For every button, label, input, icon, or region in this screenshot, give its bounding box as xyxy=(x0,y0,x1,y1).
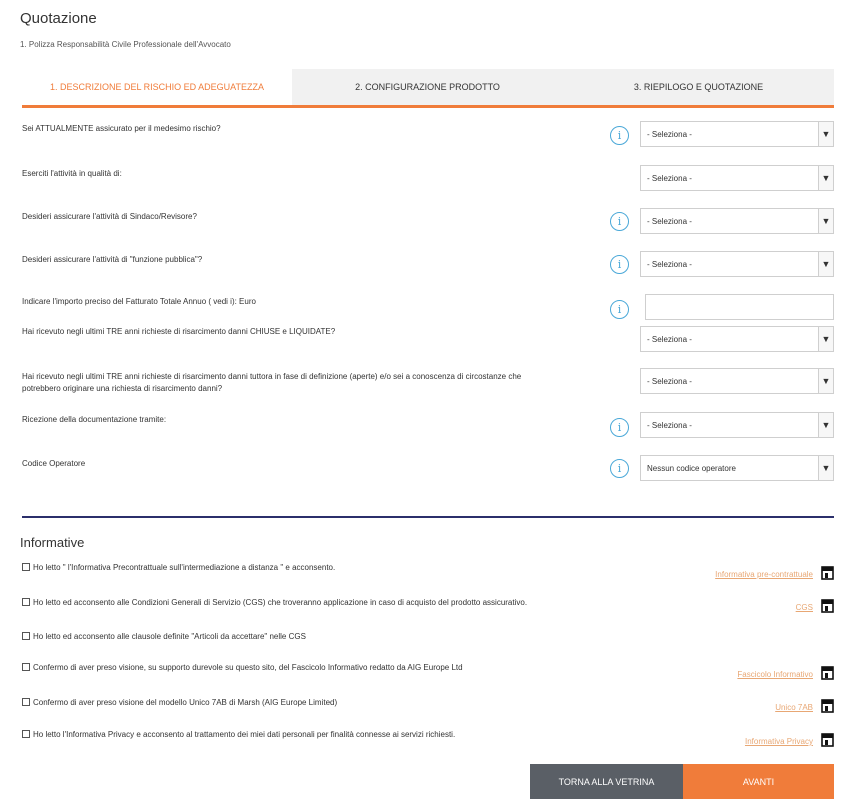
consent-text: Ho letto l'Informativa Privacy e acconsento al trattamento dei miei dati personali per finalità connesse ai servizi richiesti. xyxy=(33,730,456,739)
consent-text: Ho letto ed acconsento alle Condizioni Generali di Servizio (CGS) che troveranno applicazione in caso di acquisto del prodotto assicurativo. xyxy=(33,598,528,607)
select-value: - Seleziona - xyxy=(647,216,692,226)
select-qualita-attivita[interactable] xyxy=(640,165,834,191)
pdf-icon[interactable] xyxy=(821,599,834,613)
select-value: - Seleziona - xyxy=(647,129,692,139)
select-value: - Seleziona - xyxy=(647,376,692,386)
select-richieste-aperte[interactable] xyxy=(640,368,834,394)
back-to-showcase-button[interactable]: TORNA ALLA VETRINA xyxy=(530,764,683,799)
link-informativa-privacy[interactable]: Informativa Privacy xyxy=(744,737,813,746)
consent-row xyxy=(22,661,582,674)
consent-row xyxy=(22,596,542,609)
chevron-down-icon[interactable]: ▼ xyxy=(818,369,833,393)
select-value: - Seleziona - xyxy=(647,259,692,269)
chevron-down-icon[interactable]: ▼ xyxy=(818,252,833,276)
select-sindaco-revisore[interactable] xyxy=(640,208,834,234)
link-unico-7ab[interactable]: Unico 7AB xyxy=(775,703,813,712)
info-icon[interactable]: i xyxy=(610,300,629,319)
question-label: Ricezione della documentazione tramite: xyxy=(22,415,167,424)
question-label: Indicare l'importo preciso del Fatturato Totale Annuo ( vedi i): Euro xyxy=(22,297,256,306)
question-label: Sei ATTUALMENTE assicurato per il medesimo rischio? xyxy=(22,124,221,133)
tab-riepilogo-quotazione[interactable]: 3. RIEPILOGO E QUOTAZIONE xyxy=(633,82,764,92)
consent-row xyxy=(22,630,582,643)
chevron-down-icon[interactable]: ▼ xyxy=(818,413,833,437)
select-value: Nessun codice operatore xyxy=(647,463,736,473)
info-icon[interactable]: i xyxy=(610,459,629,478)
select-value: - Seleziona - xyxy=(647,173,692,183)
checkbox[interactable] xyxy=(22,632,30,640)
link-informativa-precontrattuale[interactable]: Informativa pre-contrattuale xyxy=(715,570,813,579)
consent-row xyxy=(22,696,582,709)
checkbox[interactable] xyxy=(22,730,30,738)
info-icon[interactable]: i xyxy=(610,212,629,231)
consent-row xyxy=(22,561,582,574)
info-icon[interactable]: i xyxy=(610,126,629,145)
pdf-icon[interactable] xyxy=(821,666,834,680)
link-fascicolo-informativo[interactable]: Fascicolo Informativo xyxy=(737,670,813,679)
section-divider xyxy=(22,516,834,518)
link-cgs[interactable]: CGS xyxy=(795,603,813,612)
checkbox[interactable] xyxy=(22,598,30,606)
question-label: Desideri assicurare l'attività di "funzione pubblica"? xyxy=(22,255,203,264)
checkbox[interactable] xyxy=(22,698,30,706)
chevron-down-icon[interactable]: ▼ xyxy=(818,166,833,190)
consent-text: Ho letto " l'Informativa Precontrattuale sull'intermediazione a distanza " e acconsento. xyxy=(33,563,336,572)
fatturato-input[interactable] xyxy=(645,294,834,320)
info-icon[interactable]: i xyxy=(610,418,629,437)
pdf-icon[interactable] xyxy=(821,566,834,580)
question-label: Hai ricevuto negli ultimi TRE anni richieste di risarcimento danni CHIUSE e LIQUIDATE? xyxy=(22,327,336,336)
page-title: Quotazione xyxy=(20,10,97,27)
select-funzione-pubblica[interactable] xyxy=(640,251,834,277)
pdf-icon[interactable] xyxy=(821,699,834,713)
question-label: Codice Operatore xyxy=(22,459,86,468)
question-label: Hai ricevuto negli ultimi TRE anni richieste di risarcimento danni tuttora in fase di definizione (aperte) e/o sei a conoscenza di circostanze che potrebbero originare una richiesta di risarcimento danni? xyxy=(22,372,522,393)
info-icon[interactable]: i xyxy=(610,255,629,274)
tab-configurazione-prodotto[interactable]: 2. CONFIGURAZIONE PRODOTTO xyxy=(355,82,500,92)
select-attualmente-assicurato[interactable] xyxy=(640,121,834,147)
select-codice-operatore[interactable] xyxy=(640,455,834,481)
checkbox[interactable] xyxy=(22,663,30,671)
consent-text: Ho letto ed acconsento alle clausole definite "Articoli da accettare" nelle CGS xyxy=(33,632,306,641)
tab-descrizione-rischio[interactable]: 1. DESCRIZIONE DEL RISCHIO ED ADEGUATEZZA xyxy=(22,69,292,105)
pdf-icon[interactable] xyxy=(821,733,834,747)
select-value: - Seleziona - xyxy=(647,334,692,344)
select-value: - Seleziona - xyxy=(647,420,692,430)
page-subtitle: 1. Polizza Responsabilità Civile Professionale dell'Avvocato xyxy=(20,40,231,49)
select-ricezione-documentazione[interactable] xyxy=(640,412,834,438)
informative-title: Informative xyxy=(20,535,85,550)
consent-text: Confermo di aver preso visione del modello Unico 7AB di Marsh (AIG Europe Limited) xyxy=(33,698,338,707)
step-tabs xyxy=(22,69,834,108)
question-label: Eserciti l'attività in qualità di: xyxy=(22,169,122,178)
chevron-down-icon[interactable]: ▼ xyxy=(818,209,833,233)
consent-text: Confermo di aver preso visione, su supporto durevole su questo sito, del Fascicolo Informativo redatto da AIG Europe Ltd xyxy=(33,663,463,672)
consent-row xyxy=(22,728,582,741)
select-richieste-chiuse[interactable] xyxy=(640,326,834,352)
question-label: Desideri assicurare l'attività di Sindaco/Revisore? xyxy=(22,212,197,221)
chevron-down-icon[interactable]: ▼ xyxy=(818,456,833,480)
chevron-down-icon[interactable]: ▼ xyxy=(818,122,833,146)
chevron-down-icon[interactable]: ▼ xyxy=(818,327,833,351)
checkbox[interactable] xyxy=(22,563,30,571)
next-button[interactable]: AVANTI xyxy=(683,764,834,799)
